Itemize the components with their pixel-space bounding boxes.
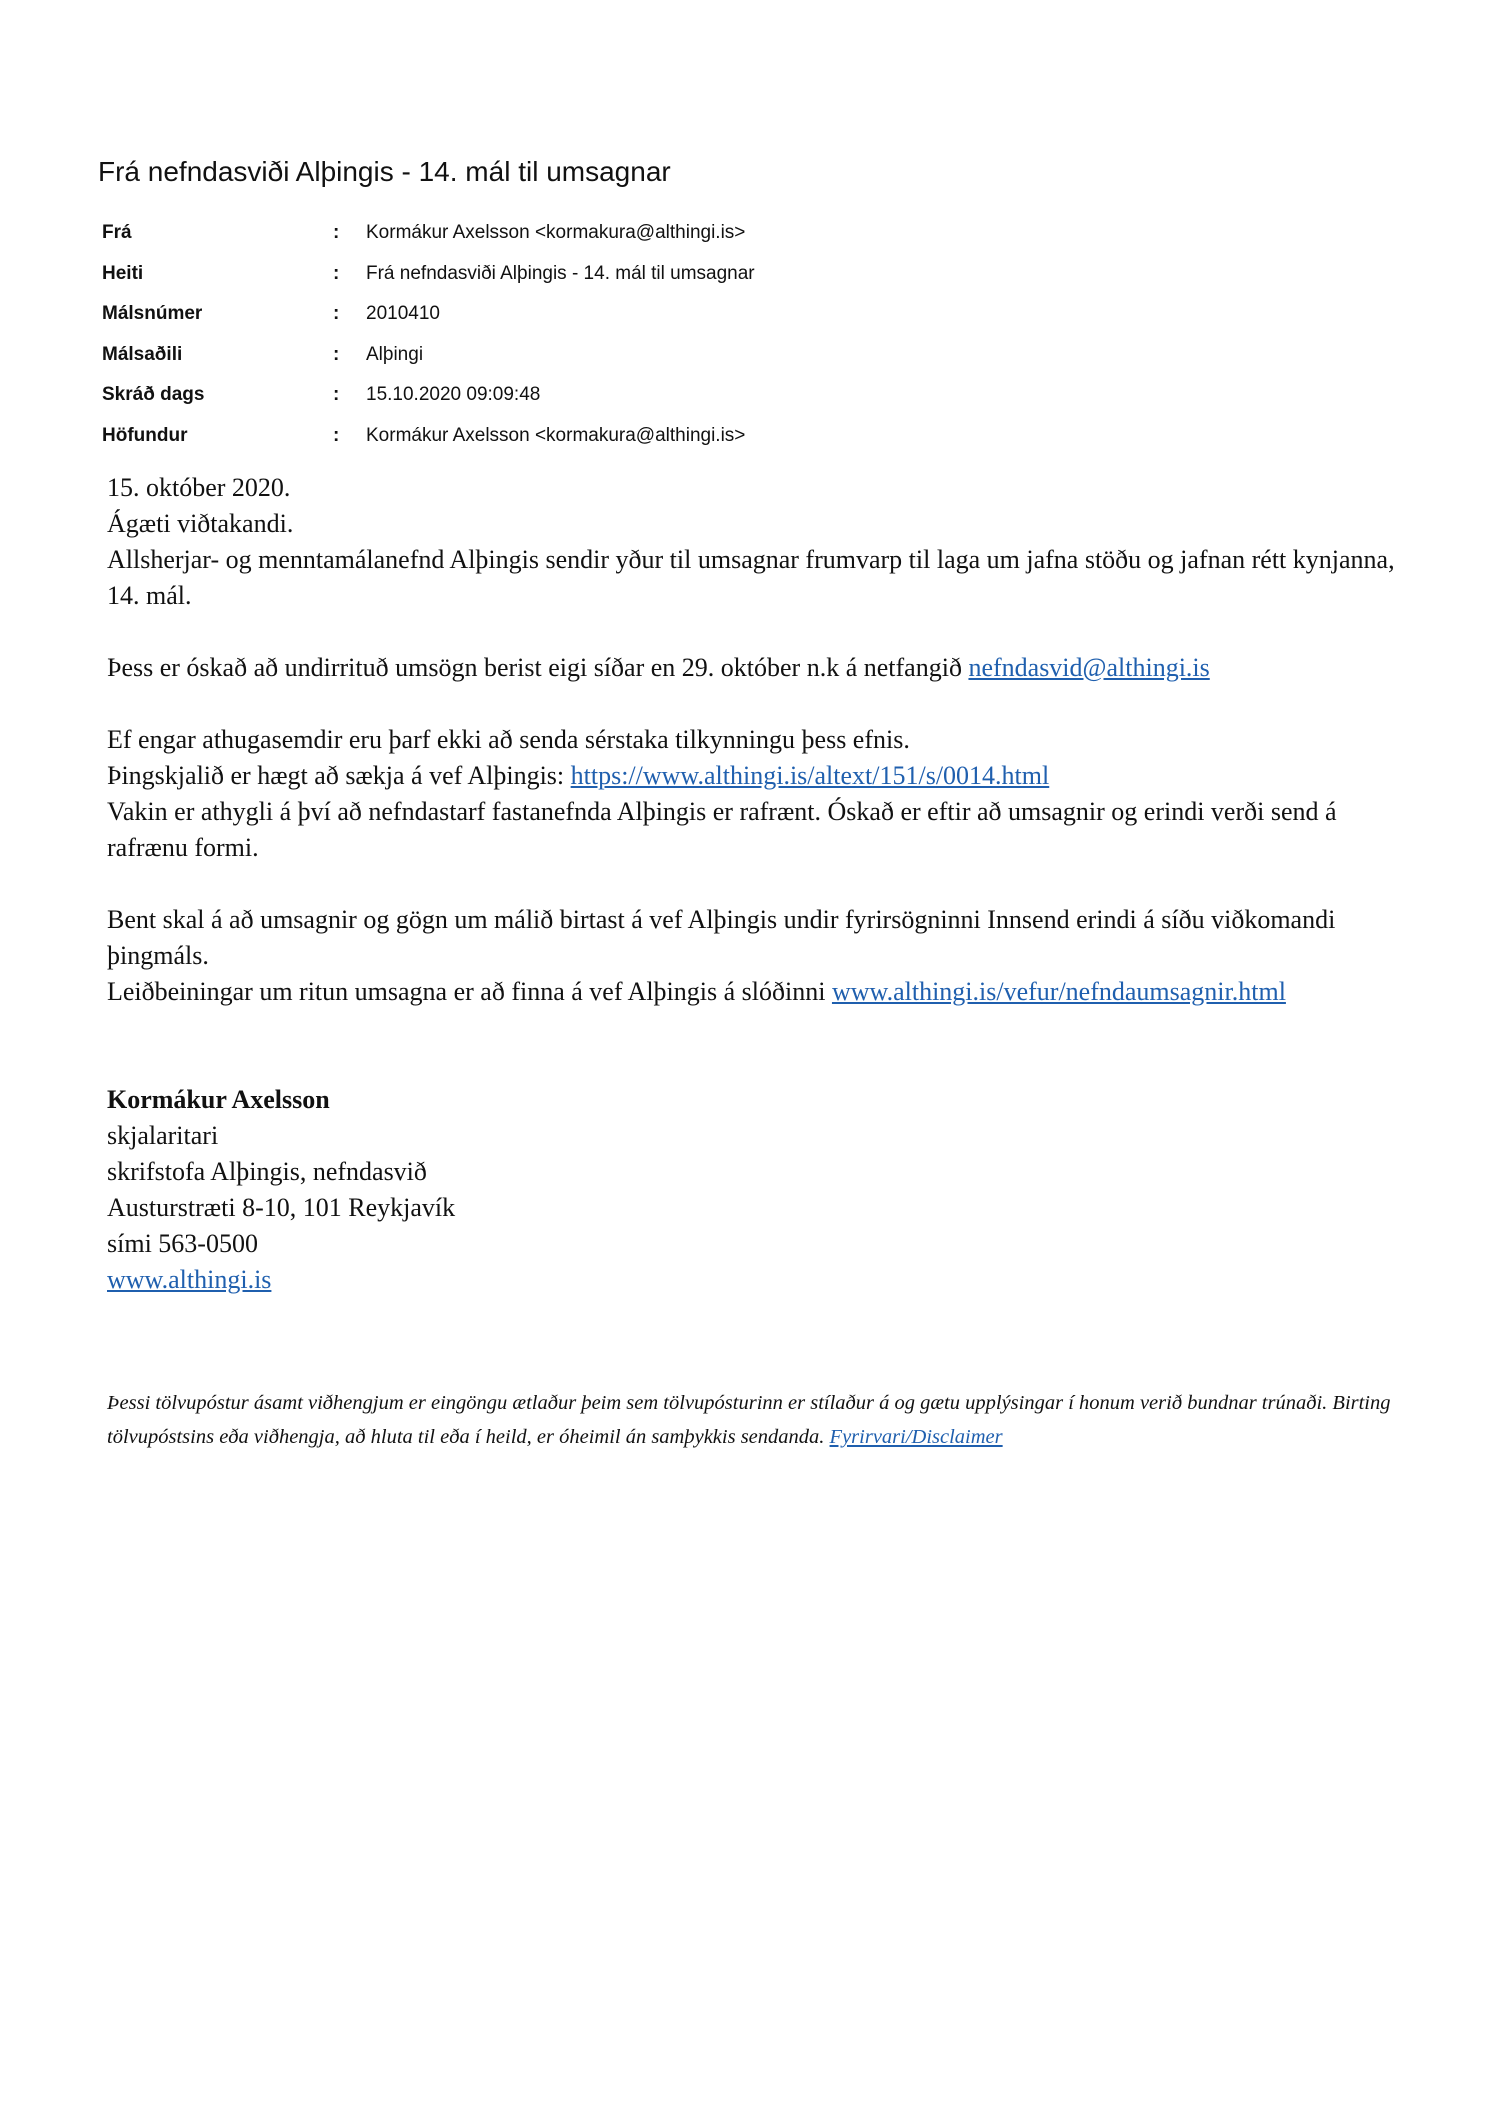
signature-office: skrifstofa Alþingis, nefndasvið xyxy=(107,1157,427,1186)
disclaimer-link[interactable]: Fyrirvari/Disclaimer xyxy=(829,1426,1003,1448)
metadata-value: Alþingi xyxy=(366,343,424,365)
metadata-row-case-number xyxy=(100,303,1000,344)
signature-website-link[interactable]: www.althingi.is xyxy=(107,1265,272,1294)
letter-body xyxy=(107,470,1417,1298)
signature-website-line xyxy=(107,1262,1417,1298)
metadata-separator: : xyxy=(333,303,340,324)
metadata-row-party xyxy=(100,344,1000,385)
metadata-row-date xyxy=(100,384,1000,425)
metadata-separator: : xyxy=(333,384,340,405)
letter-deadline xyxy=(107,650,1417,686)
email-disclaimer xyxy=(107,1386,1417,1454)
letter-no-comments: Ef engar athugasemdir eru þarf ekki að senda sérstaka tilkynningu þess efnis. xyxy=(107,725,910,754)
metadata-label: Skráð dags xyxy=(102,384,205,405)
committee-email-link[interactable]: nefndasvid@althingi.is xyxy=(968,653,1210,682)
metadata-label: Höfundur xyxy=(102,424,188,446)
metadata-label: Málsaðili xyxy=(102,343,183,365)
letter-document-link xyxy=(107,758,1417,794)
metadata-separator: : xyxy=(333,343,340,365)
metadata-row-from xyxy=(100,222,1000,263)
metadata-row-author xyxy=(100,425,1000,466)
document-link[interactable]: https://www.althingi.is/altext/151/s/0014.html xyxy=(570,761,1050,790)
letter-published: Bent skal á að umsagnir og gögn um málið birtast á vef Alþingis undir fyrirsögninni Innsend erindi á síðu viðkomandi þingmáls. xyxy=(107,905,1336,970)
letter-intro: Allsherjar- og menntamálanefnd Alþingis sendir yður til umsagnar frumvarp til laga um jafna stöðu og jafnan rétt kynjanna, 14. mál. xyxy=(107,545,1395,610)
letter-electronic: Vakin er athygli á því að nefndastarf fastanefnda Alþingis er rafrænt. Óskað er eftir að umsagnir og erindi verði send á rafrænu formi. xyxy=(107,797,1337,862)
metadata-value: 15.10.2020 09:09:48 xyxy=(366,384,541,405)
document-link-text: Þingskjalið er hægt að sækja á vef Alþingis: xyxy=(107,761,571,790)
metadata-value: Kormákur Axelsson <kormakura@althingi.is> xyxy=(366,424,746,446)
letter-greeting: Ágæti viðtakandi. xyxy=(107,509,294,538)
signature-address: Austurstræti 8-10, 101 Reykjavík xyxy=(107,1193,456,1222)
metadata-value: Frá nefndasviði Alþingis - 14. mál til umsagnar xyxy=(366,262,755,284)
metadata-separator: : xyxy=(333,262,340,284)
metadata-label: Frá xyxy=(102,222,132,243)
letter-date: 15. október 2020. xyxy=(107,473,291,502)
signature-phone: sími 563-0500 xyxy=(107,1229,258,1258)
metadata-table xyxy=(100,222,1000,465)
metadata-row-subject xyxy=(100,263,1000,304)
metadata-value: 2010410 xyxy=(366,303,440,324)
metadata-label: Heiti xyxy=(102,262,144,284)
document-title: Frá nefndasviði Alþingis - 14. mál til umsagnar xyxy=(98,156,671,187)
metadata-label: Málsnúmer xyxy=(102,303,203,324)
guidelines-text: Leiðbeiningar um ritun umsagna er að finna á vef Alþingis á slóðinni xyxy=(107,977,832,1006)
signature-role: skjalaritari xyxy=(107,1121,219,1150)
signature-name: Kormákur Axelsson xyxy=(107,1085,330,1114)
guidelines-link[interactable]: www.althingi.is/vefur/nefndaumsagnir.html xyxy=(831,977,1286,1006)
metadata-separator: : xyxy=(333,424,340,446)
deadline-text: Þess er óskað að undirrituð umsögn berist eigi síðar en 29. október n.k á netfangið xyxy=(107,653,969,682)
metadata-value: Kormákur Axelsson <kormakura@althingi.is> xyxy=(366,222,746,243)
disclaimer-text: Þessi tölvupóstur ásamt viðhengjum er eingöngu ætlaður þeim sem tölvupósturinn er stílaður á og gætu upplýsingar í honum verið bundnar trúnaði. Birting tölvupóstsins eða viðhengja, að hluta til eða í heild, er óheimil án samþykkis sendanda. xyxy=(107,1392,1391,1448)
metadata-separator: : xyxy=(333,222,340,243)
letter-guidelines xyxy=(107,974,1417,1010)
